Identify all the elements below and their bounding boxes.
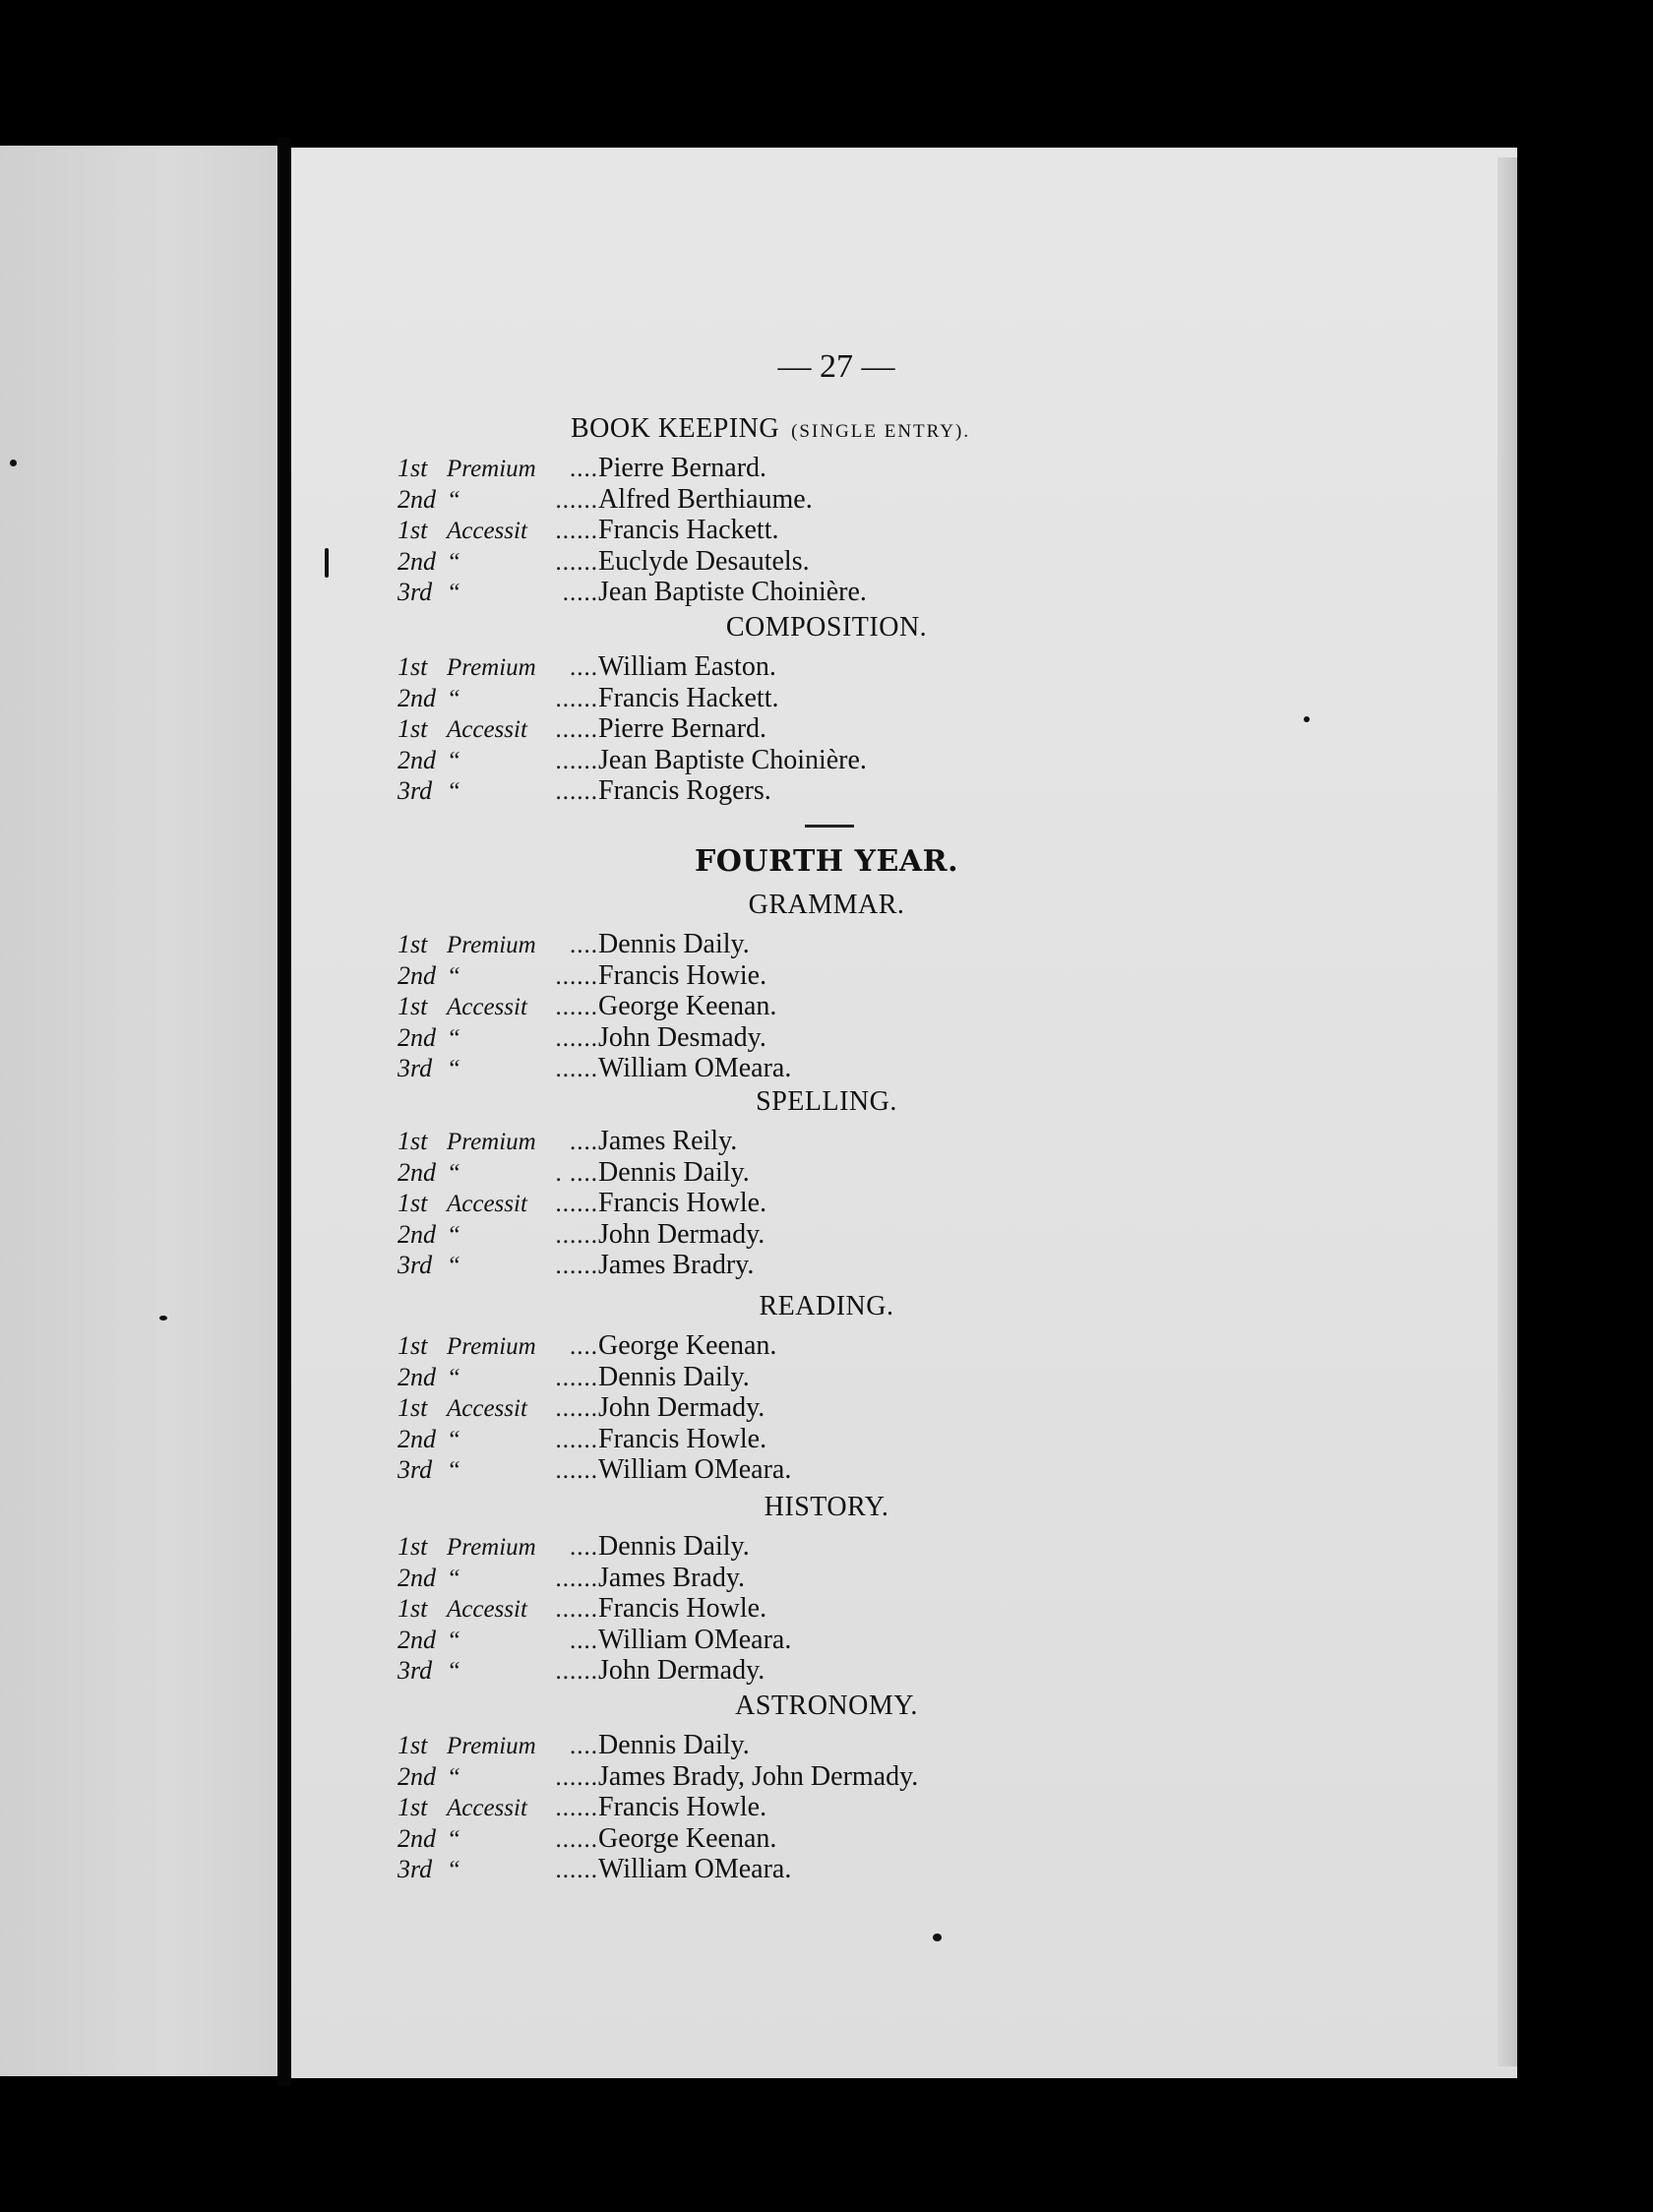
recipient-name: Francis Hackett.: [598, 682, 779, 713]
recipient-name: Francis Hackett.: [598, 515, 779, 545]
leader-dots: ......: [555, 685, 598, 712]
award-type: “: [447, 1159, 460, 1187]
award-entry: [398, 1126, 737, 1157]
recipient-name: Dennis Daily.: [598, 1156, 750, 1188]
leader-dots: ....: [570, 1534, 598, 1561]
award-entry: [398, 1730, 750, 1761]
leader-dots: ......: [555, 778, 598, 805]
award-rank: 2nd: [398, 745, 436, 774]
leader-dots: ....: [570, 654, 598, 681]
award-entry: [398, 1854, 791, 1885]
award-type: “: [447, 685, 460, 712]
recipient-name: George Keenan.: [598, 1330, 777, 1361]
award-type: “: [447, 1056, 460, 1082]
leader-dots: .....: [562, 580, 598, 606]
section-heading-grammar: GRAMMAR.: [748, 890, 905, 920]
section-heading-astronomy: ASTRONOMY.: [735, 1690, 918, 1721]
award-rank: 3rd: [398, 1656, 433, 1685]
award-rank: 1st: [398, 1594, 428, 1623]
recipient-name: Dennis Daily.: [598, 929, 750, 959]
recipient-name: John Dermady.: [598, 1392, 765, 1423]
award-type: Accessit: [447, 1596, 527, 1623]
leader-dots: ......: [555, 1457, 598, 1484]
award-rank: 3rd: [398, 776, 433, 805]
leader-dots: ......: [555, 1395, 598, 1422]
recipient-name: Jean Baptiste Choinière.: [598, 744, 867, 775]
award-entry: [398, 1424, 766, 1455]
award-rank: 1st: [398, 1331, 428, 1360]
award-entry: [398, 1593, 766, 1625]
award-entry: [398, 929, 750, 960]
leader-dots: ......: [555, 994, 598, 1020]
award-rank: 1st: [398, 1793, 428, 1821]
award-rank: 1st: [398, 1731, 428, 1759]
award-type: Premium: [447, 1129, 536, 1155]
award-rank: 1st: [398, 992, 428, 1020]
award-type: “: [447, 1658, 460, 1685]
award-rank: 1st: [398, 1189, 428, 1217]
leader-dots: ......: [555, 1763, 598, 1791]
award-rank: 1st: [398, 652, 428, 681]
award-entry: [398, 1792, 766, 1823]
award-rank: 2nd: [398, 546, 436, 576]
award-type: “: [447, 962, 460, 990]
leader-dots: ......: [555, 518, 598, 544]
award-rank: 1st: [398, 714, 428, 743]
award-rank: 2nd: [398, 1563, 436, 1592]
leader-dots: ......: [555, 486, 598, 514]
leader-dots: ....: [570, 456, 598, 482]
award-type: Accessit: [447, 716, 527, 743]
award-rank: 2nd: [398, 960, 436, 990]
award-type: “: [447, 1825, 460, 1853]
recipient-name: John Dermady.: [598, 1218, 765, 1250]
award-rank: 3rd: [398, 1251, 433, 1279]
leader-dots: ......: [555, 1364, 598, 1391]
award-entry: [398, 1531, 750, 1563]
award-type: Premium: [447, 1733, 536, 1759]
award-entry: [398, 1053, 791, 1084]
award-entry: [398, 991, 776, 1022]
recipient-name: Francis Howle.: [598, 1593, 767, 1624]
recipient-name: Pierre Bernard.: [598, 453, 767, 483]
recipient-name: William OMeara.: [598, 1053, 792, 1083]
recipient-name: George Keenan.: [598, 991, 777, 1021]
award-entry: [398, 1625, 791, 1656]
recipient-name: Alfred Berthiaume.: [598, 483, 813, 515]
award-rank: 1st: [398, 1127, 428, 1155]
award-entry: [398, 775, 771, 807]
award-rank: 2nd: [398, 683, 436, 712]
section-heading-book-keeping: [571, 413, 1102, 445]
award-type: Accessit: [447, 1395, 527, 1422]
recipient-name: Francis Rogers.: [598, 775, 771, 806]
leader-dots: ......: [555, 1795, 598, 1821]
leader-dots: ......: [555, 1056, 598, 1082]
recipient-name: Francis Howie.: [598, 959, 767, 991]
award-type: “: [447, 1457, 460, 1484]
recipient-name: Dennis Daily.: [598, 1730, 750, 1760]
leader-dots: . ....: [555, 1159, 598, 1187]
leader-dots: ......: [555, 1191, 598, 1217]
award-type: Accessit: [447, 1795, 527, 1821]
leader-dots: ....: [570, 1627, 598, 1654]
section-heading-reading: READING.: [759, 1291, 894, 1321]
award-entry: [398, 1157, 750, 1189]
award-rank: 1st: [398, 454, 428, 482]
award-rank: 2nd: [398, 1823, 436, 1853]
leader-dots: ......: [555, 1426, 598, 1453]
award-type: Premium: [447, 1534, 536, 1561]
award-entry: [398, 546, 810, 578]
award-rank: 3rd: [398, 1054, 433, 1082]
recipient-name: Francis Howle.: [598, 1792, 767, 1822]
recipient-name: James Brady.: [598, 1562, 746, 1593]
award-type: “: [447, 1253, 460, 1279]
award-rank: 1st: [398, 1532, 428, 1561]
award-entry: [398, 1563, 745, 1594]
award-type: Premium: [447, 932, 536, 958]
award-rank: 3rd: [398, 578, 433, 606]
leader-dots: ......: [555, 1658, 598, 1685]
leader-dots: ......: [555, 1596, 598, 1623]
award-entry: [398, 960, 766, 992]
recipient-name: Francis Howle.: [598, 1423, 767, 1454]
award-type: “: [447, 1763, 460, 1791]
award-entry: [398, 1392, 765, 1424]
award-type: Accessit: [447, 518, 527, 544]
award-type: Premium: [447, 654, 536, 681]
leader-dots: ......: [555, 716, 598, 743]
award-type: “: [447, 778, 460, 805]
recipient-name: John Desmady.: [598, 1021, 766, 1053]
award-entry: [398, 651, 776, 683]
award-type: “: [447, 548, 460, 576]
recipient-name: William OMeara.: [598, 1624, 792, 1655]
leader-dots: ......: [555, 747, 598, 774]
award-rank: 2nd: [398, 1362, 436, 1391]
award-entry: [398, 1250, 754, 1281]
award-rank: 2nd: [398, 1761, 436, 1791]
leader-dots: ......: [555, 1253, 598, 1279]
year-heading: FOURTH YEAR.: [694, 844, 959, 879]
leader-dots: ....: [570, 1333, 598, 1360]
award-type: Accessit: [447, 1191, 527, 1217]
leader-dots: ......: [555, 962, 598, 990]
recipient-name: Pierre Bernard.: [598, 713, 767, 744]
award-type: Premium: [447, 1333, 536, 1360]
recipient-name: Francis Howle.: [598, 1188, 767, 1218]
award-rank: 2nd: [398, 1625, 436, 1654]
award-entry: [398, 1219, 765, 1251]
award-type: “: [447, 747, 460, 774]
recipient-name: James Brady, John Dermady.: [598, 1760, 919, 1792]
award-type: “: [447, 1565, 460, 1592]
award-type: Premium: [447, 456, 536, 482]
recipient-name: Jean Baptiste Choinière.: [598, 577, 867, 607]
award-entry: [398, 1362, 750, 1393]
award-rank: 2nd: [398, 1157, 436, 1187]
award-entry: [398, 1454, 791, 1486]
award-rank: 1st: [398, 1393, 428, 1422]
leader-dots: ......: [555, 1565, 598, 1592]
award-rank: 2nd: [398, 1424, 436, 1453]
recipient-name: William OMeara.: [598, 1854, 792, 1884]
section-heading-history: HISTORY.: [764, 1492, 889, 1522]
leader-dots: ......: [555, 548, 598, 576]
award-rank: 3rd: [398, 1855, 433, 1883]
award-entry: [398, 1823, 776, 1855]
leader-dots: ....: [570, 932, 598, 958]
leader-dots: ......: [555, 1024, 598, 1052]
section-rule: [805, 825, 854, 828]
award-type: “: [447, 1857, 460, 1883]
section-subtitle: (SINGLE ENTRY).: [791, 421, 971, 442]
page-number: — 27 —: [777, 348, 895, 385]
leader-dots: ....: [570, 1129, 598, 1155]
recipient-name: William Easton.: [598, 651, 776, 682]
award-type: “: [447, 1627, 460, 1654]
recipient-name: Euclyde Desautels.: [598, 545, 810, 577]
award-type: “: [447, 1426, 460, 1453]
award-rank: 3rd: [398, 1455, 433, 1484]
award-rank: 1st: [398, 516, 428, 544]
award-entry: [398, 484, 813, 516]
award-rank: 2nd: [398, 484, 436, 514]
award-entry: [398, 1188, 766, 1219]
award-type: “: [447, 1024, 460, 1052]
award-entry: [398, 1022, 766, 1054]
recipient-name: Dennis Daily.: [598, 1531, 750, 1562]
award-entry: [398, 577, 867, 608]
section-title: BOOK KEEPING: [571, 413, 780, 444]
recipient-name: George Keenan.: [598, 1822, 777, 1854]
recipient-name: John Dermady.: [598, 1655, 765, 1686]
award-type: Accessit: [447, 994, 527, 1020]
award-entry: [398, 1761, 918, 1793]
award-type: “: [447, 580, 460, 606]
award-entry: [398, 1330, 776, 1362]
award-type: “: [447, 1221, 460, 1249]
recipient-name: William OMeara.: [598, 1454, 792, 1485]
leader-dots: ....: [570, 1733, 598, 1759]
award-rank: 2nd: [398, 1022, 436, 1052]
award-entry: [398, 745, 867, 776]
leader-dots: ......: [555, 1221, 598, 1249]
section-heading-composition: COMPOSITION.: [725, 612, 928, 643]
recipient-name: Dennis Daily.: [598, 1361, 750, 1392]
award-entry: [398, 515, 779, 546]
award-type: “: [447, 1364, 460, 1391]
award-entry: [398, 1655, 765, 1687]
award-entry: [398, 683, 779, 714]
recipient-name: James Reily.: [598, 1126, 738, 1156]
section-heading-spelling: SPELLING.: [756, 1086, 897, 1117]
leader-dots: ......: [555, 1857, 598, 1883]
award-entry: [398, 453, 766, 484]
award-rank: 1st: [398, 930, 428, 958]
award-entry: [398, 713, 766, 745]
recipient-name: James Bradry.: [598, 1250, 755, 1280]
leader-dots: ......: [555, 1825, 598, 1853]
award-type: “: [447, 486, 460, 514]
award-rank: 2nd: [398, 1219, 436, 1249]
